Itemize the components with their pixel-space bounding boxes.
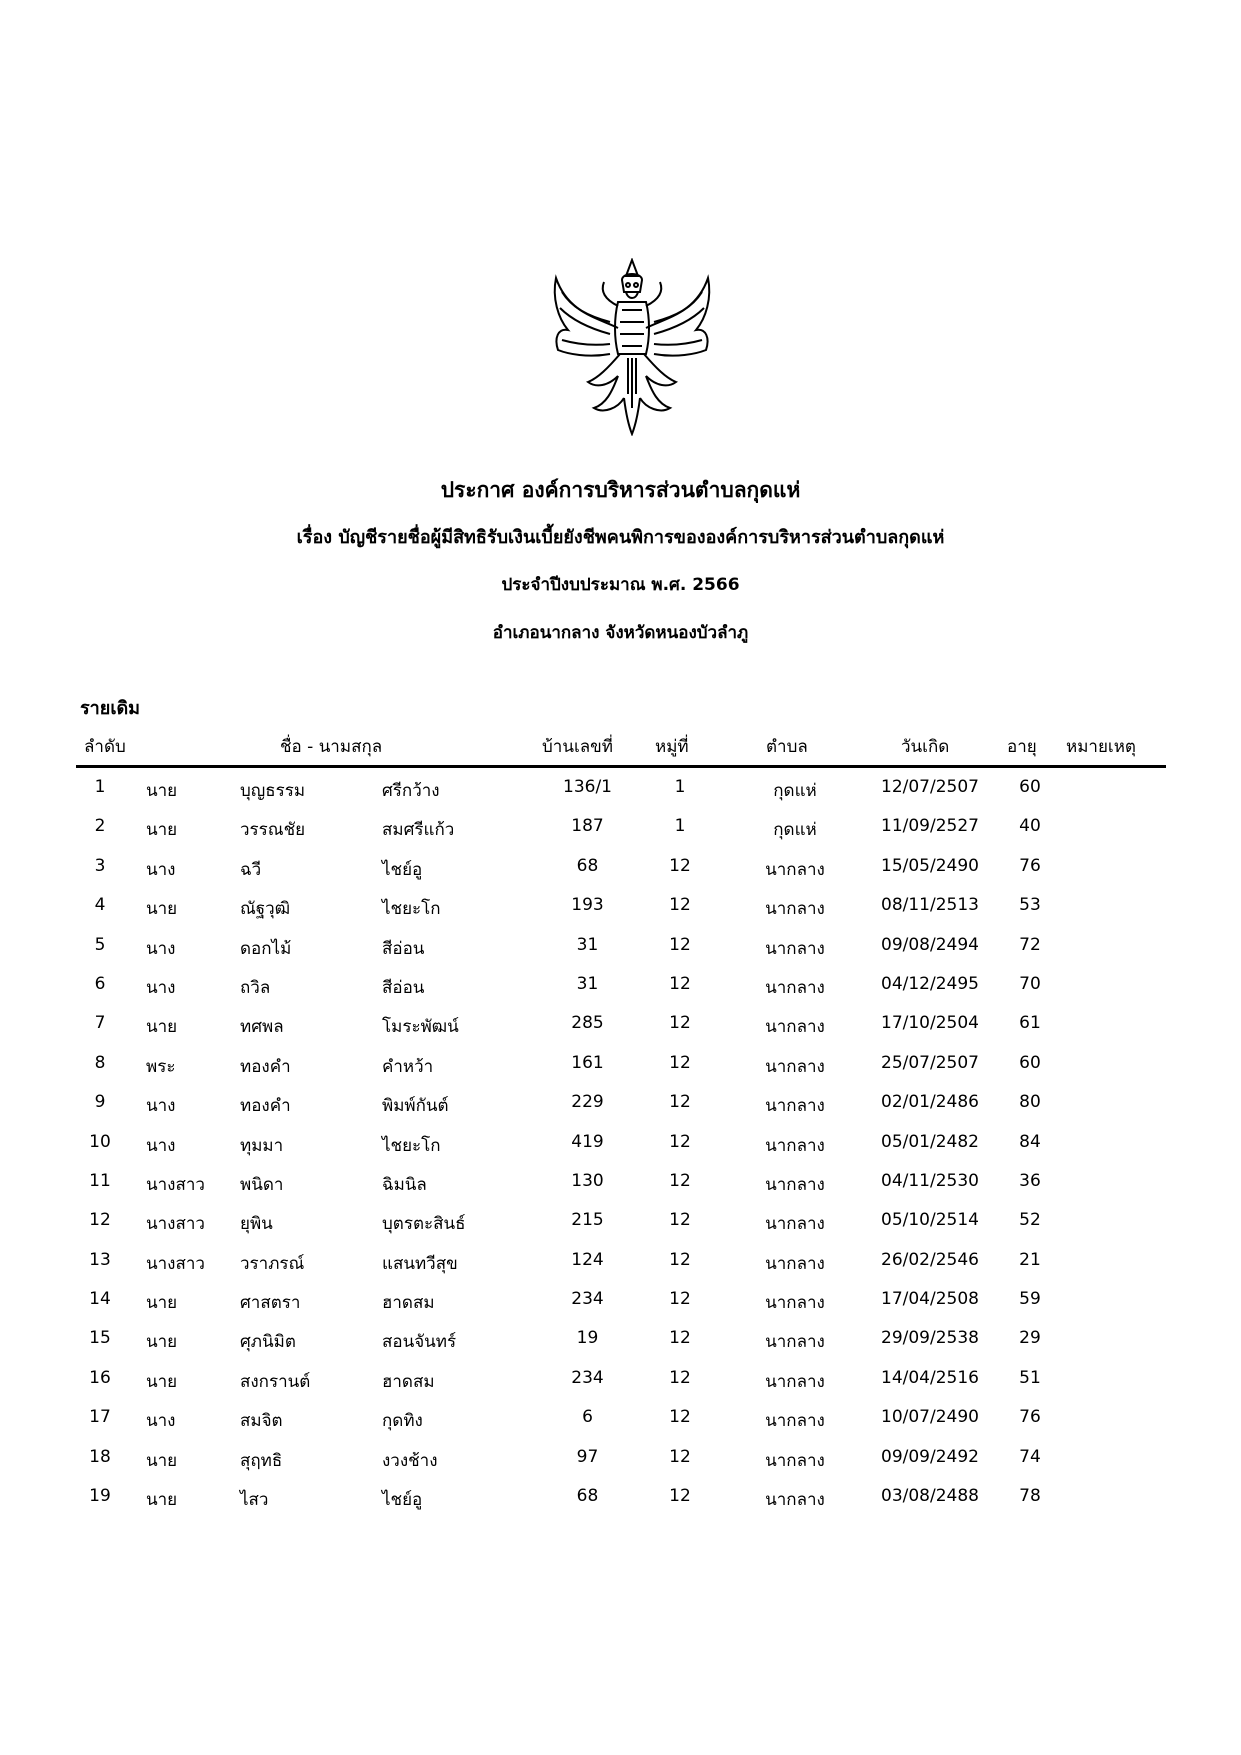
row-number: 15 [89, 1328, 111, 1349]
district-province: อำเภอนากลาง จังหวัดหนองบัวลำภู [492, 623, 749, 643]
table-row [0, 1317, 1241, 1356]
row-moo: 1 [674, 816, 686, 837]
table-row [0, 1199, 1241, 1238]
row-title: นาย [146, 781, 178, 801]
row-moo: 12 [669, 1328, 691, 1349]
table-row [0, 1042, 1241, 1081]
row-birth-date: 08/11/2513 [881, 895, 979, 916]
row-moo: 12 [669, 934, 691, 955]
row-last-name: สอนจันทร์ [382, 1332, 457, 1353]
row-number: 12 [89, 1210, 111, 1231]
row-title: นางสาว [146, 1174, 205, 1195]
row-tambon: นากลาง [765, 1411, 825, 1432]
table-row [0, 963, 1241, 1002]
row-first-name: ยุพิน [240, 1214, 273, 1235]
row-house-number: 215 [571, 1210, 604, 1231]
row-last-name: ศรีกว้าง [382, 781, 440, 801]
row-last-name: สีอ่อน [382, 938, 425, 959]
row-tambon: นากลาง [765, 1253, 825, 1274]
row-moo: 12 [669, 895, 691, 916]
row-age: 70 [1019, 973, 1041, 994]
row-tambon: นากลาง [765, 1371, 825, 1392]
row-number: 7 [94, 1013, 106, 1034]
column-header-no: ลำดับ [84, 737, 126, 757]
row-first-name: ทุมมา [240, 1135, 284, 1156]
row-title: นางสาว [146, 1253, 205, 1274]
table-row [0, 1278, 1241, 1317]
row-birth-date: 15/05/2490 [881, 855, 979, 876]
row-birth-date: 04/11/2530 [881, 1170, 979, 1191]
row-age: 78 [1019, 1486, 1041, 1507]
row-moo: 12 [669, 1446, 691, 1467]
row-last-name: ไชย์อู [382, 859, 423, 880]
row-first-name: ทองคำ [240, 1096, 291, 1117]
row-house-number: 161 [571, 1052, 604, 1073]
row-moo: 12 [669, 973, 691, 994]
row-birth-date: 25/07/2507 [881, 1052, 979, 1073]
row-title: นาง [146, 1135, 176, 1156]
row-birth-date: 11/09/2527 [881, 816, 979, 837]
row-tambon: นากลาง [765, 899, 825, 920]
row-title: นาย [146, 1293, 178, 1314]
row-number: 11 [89, 1170, 111, 1191]
row-title: นาง [146, 859, 176, 880]
table-row [0, 1081, 1241, 1120]
row-house-number: 193 [571, 895, 604, 916]
row-number: 16 [89, 1367, 111, 1388]
announcement-title: ประกาศ องค์การบริหารส่วนตำบลกุดแห่ [440, 478, 801, 502]
row-number: 17 [89, 1407, 111, 1428]
row-tambon: นากลาง [765, 977, 825, 998]
row-moo: 12 [669, 855, 691, 876]
row-age: 40 [1019, 816, 1041, 837]
row-house-number: 419 [571, 1131, 604, 1152]
row-age: 51 [1019, 1367, 1041, 1388]
row-house-number: 68 [576, 855, 599, 876]
table-row [0, 1357, 1241, 1396]
row-first-name: ไสว [240, 1490, 269, 1511]
row-birth-date: 17/04/2508 [881, 1289, 979, 1310]
row-moo: 12 [669, 1092, 691, 1113]
row-birth-date: 05/01/2482 [881, 1131, 979, 1152]
row-birth-date: 02/01/2486 [881, 1092, 979, 1113]
row-age: 21 [1019, 1249, 1041, 1270]
row-age: 36 [1019, 1170, 1041, 1191]
row-birth-date: 04/12/2495 [881, 973, 979, 994]
row-first-name: ศาสตรา [240, 1293, 301, 1314]
row-number: 8 [94, 1052, 106, 1073]
row-number: 19 [89, 1486, 111, 1507]
row-last-name: แสนทวีสุข [382, 1253, 458, 1274]
row-first-name: วราภรณ์ [240, 1253, 305, 1274]
row-title: นาง [146, 1411, 176, 1432]
row-house-number: 19 [576, 1328, 599, 1349]
column-header-name: ชื่อ - นามสกุล [280, 737, 383, 757]
row-first-name: บุญธรรม [240, 781, 306, 801]
row-last-name: ไชย์อู [382, 1490, 423, 1511]
column-header-note: หมายเหตุ [1066, 737, 1136, 757]
row-number: 1 [94, 777, 106, 797]
row-house-number: 234 [571, 1289, 604, 1310]
row-first-name: ทศพล [240, 1017, 284, 1038]
row-title: นาย [146, 820, 178, 841]
row-tambon: นากลาง [765, 1214, 825, 1235]
row-first-name: วรรณชัย [240, 820, 306, 841]
row-last-name: โมระพัฒน์ [382, 1017, 459, 1038]
row-age: 60 [1019, 777, 1041, 797]
row-tambon: นากลาง [765, 1017, 825, 1038]
row-title: พระ [146, 1056, 176, 1077]
row-number: 2 [94, 816, 106, 837]
row-house-number: 187 [571, 816, 604, 837]
row-title: นาย [146, 1450, 178, 1471]
row-title: นาง [146, 938, 176, 959]
row-age: 61 [1019, 1013, 1041, 1034]
row-last-name: สมศรีแก้ว [382, 820, 455, 841]
column-header-moo: หมู่ที่ [655, 737, 689, 757]
row-moo: 12 [669, 1249, 691, 1270]
table-row [0, 845, 1241, 884]
row-moo: 12 [669, 1131, 691, 1152]
row-last-name: สีอ่อน [382, 977, 425, 998]
row-age: 60 [1019, 1052, 1041, 1073]
row-last-name: งวงช้าง [382, 1450, 438, 1471]
table-row [0, 1160, 1241, 1199]
row-tambon: นากลาง [765, 1174, 825, 1195]
row-tambon: กุดแห่ [773, 781, 817, 801]
table-row [0, 805, 1241, 844]
row-first-name: ถวิล [240, 977, 271, 998]
row-moo: 1 [674, 777, 686, 797]
row-first-name: ศุภนิมิต [240, 1332, 296, 1353]
row-moo: 12 [669, 1170, 691, 1191]
row-title: นาง [146, 1096, 176, 1117]
row-title: นาย [146, 1017, 178, 1038]
table-row [0, 766, 1241, 805]
row-moo: 12 [669, 1013, 691, 1034]
table-row [0, 1002, 1241, 1041]
row-house-number: 97 [576, 1446, 599, 1467]
row-first-name: ณัฐวุฒิ [240, 899, 291, 920]
row-moo: 12 [669, 1052, 691, 1073]
row-last-name: ไชยะโก [382, 899, 441, 920]
row-house-number: 124 [571, 1249, 604, 1270]
row-tambon: กุดแห่ [773, 820, 817, 841]
row-age: 76 [1019, 1407, 1041, 1428]
row-age: 74 [1019, 1446, 1041, 1467]
row-birth-date: 17/10/2504 [881, 1013, 979, 1034]
row-house-number: 31 [576, 973, 599, 994]
row-age: 72 [1019, 934, 1041, 955]
row-first-name: ทองคำ [240, 1056, 291, 1077]
row-birth-date: 12/07/2507 [881, 777, 979, 797]
row-house-number: 234 [571, 1367, 604, 1388]
row-house-number: 31 [576, 934, 599, 955]
row-age: 59 [1019, 1289, 1041, 1310]
row-birth-date: 26/02/2546 [881, 1249, 979, 1270]
row-moo: 12 [669, 1289, 691, 1310]
row-tambon: นากลาง [765, 1135, 825, 1156]
row-first-name: สมจิต [240, 1411, 283, 1432]
row-birth-date: 10/07/2490 [881, 1407, 979, 1428]
row-number: 14 [89, 1289, 111, 1310]
column-header-tambon: ตำบล [766, 737, 808, 757]
row-number: 3 [94, 855, 106, 876]
row-tambon: นากลาง [765, 1056, 825, 1077]
row-number: 5 [94, 934, 106, 955]
row-age: 84 [1019, 1131, 1041, 1152]
column-header-house: บ้านเลขที่ [542, 737, 614, 757]
row-birth-date: 09/09/2492 [881, 1446, 979, 1467]
row-first-name: ดอกไม้ [240, 938, 292, 959]
row-last-name: พิมพ์กันต์ [382, 1096, 449, 1117]
row-age: 52 [1019, 1210, 1041, 1231]
row-tambon: นากลาง [765, 938, 825, 959]
row-age: 76 [1019, 855, 1041, 876]
row-first-name: ฉวี [240, 859, 262, 880]
row-title: นาย [146, 1371, 178, 1392]
section-label: รายเดิม [80, 698, 141, 719]
row-title: นาง [146, 977, 176, 998]
row-number: 13 [89, 1249, 111, 1270]
row-last-name: คำหว้า [382, 1056, 434, 1077]
row-age: 53 [1019, 895, 1041, 916]
row-moo: 12 [669, 1367, 691, 1388]
row-title: นาย [146, 1490, 178, 1511]
row-birth-date: 05/10/2514 [881, 1210, 979, 1231]
row-house-number: 136/1 [563, 777, 612, 797]
row-tambon: นากลาง [765, 1450, 825, 1471]
row-last-name: ฉิมนิล [382, 1174, 427, 1195]
row-last-name: ไชยะโก [382, 1135, 441, 1156]
row-title: นาย [146, 1332, 178, 1353]
row-tambon: นากลาง [765, 1096, 825, 1117]
row-house-number: 285 [571, 1013, 604, 1034]
row-last-name: ฮาดสม [382, 1293, 435, 1314]
row-birth-date: 29/09/2538 [881, 1328, 979, 1349]
row-number: 10 [89, 1131, 111, 1152]
row-moo: 12 [669, 1210, 691, 1231]
table-row [0, 884, 1241, 923]
announcement-subject: เรื่อง บัญชีรายชื่อผู้มีสิทธิรับเงินเบี้ยยังชีพคนพิการขององค์การบริหารส่วนตำบลกุดแห่ [296, 527, 945, 548]
row-age: 80 [1019, 1092, 1041, 1113]
row-tambon: นากลาง [765, 1490, 825, 1511]
row-tambon: นากลาง [765, 859, 825, 880]
table-row [0, 924, 1241, 963]
beneficiary-table [0, 766, 1241, 1514]
row-last-name: ฮาดสม [382, 1371, 435, 1392]
row-last-name: กุดทิง [382, 1411, 423, 1432]
row-house-number: 6 [582, 1407, 593, 1428]
row-title: นาย [146, 899, 178, 920]
row-birth-date: 09/08/2494 [881, 934, 979, 955]
row-house-number: 229 [571, 1092, 604, 1113]
row-birth-date: 14/04/2516 [881, 1367, 979, 1388]
row-number: 4 [94, 895, 106, 916]
row-age: 29 [1019, 1328, 1041, 1349]
row-first-name: สุฤทธิ [240, 1450, 283, 1471]
row-birth-date: 03/08/2488 [881, 1486, 979, 1507]
row-number: 9 [94, 1092, 106, 1113]
table-row [0, 1396, 1241, 1435]
row-moo: 12 [669, 1486, 691, 1507]
table-row [0, 1436, 1241, 1475]
row-tambon: นากลาง [765, 1293, 825, 1314]
row-house-number: 130 [571, 1170, 604, 1191]
row-number: 18 [89, 1446, 111, 1467]
table-row [0, 1475, 1241, 1514]
row-last-name: บุตรตะสินธ์ [382, 1214, 466, 1235]
row-title: นางสาว [146, 1214, 205, 1235]
fiscal-year: ประจำปีงบประมาณ พ.ศ. 2566 [501, 575, 740, 595]
row-house-number: 68 [576, 1486, 599, 1507]
table-row [0, 1121, 1241, 1160]
row-tambon: นากลาง [765, 1332, 825, 1353]
row-first-name: สงกรานต์ [240, 1371, 311, 1392]
column-header-age: อายุ [1007, 737, 1037, 757]
table-row [0, 1239, 1241, 1278]
garuda-emblem-icon [548, 258, 716, 436]
row-number: 6 [94, 973, 106, 994]
row-moo: 12 [669, 1407, 691, 1428]
row-first-name: พนิดา [240, 1174, 284, 1195]
column-header-birth: วันเกิด [901, 737, 950, 757]
